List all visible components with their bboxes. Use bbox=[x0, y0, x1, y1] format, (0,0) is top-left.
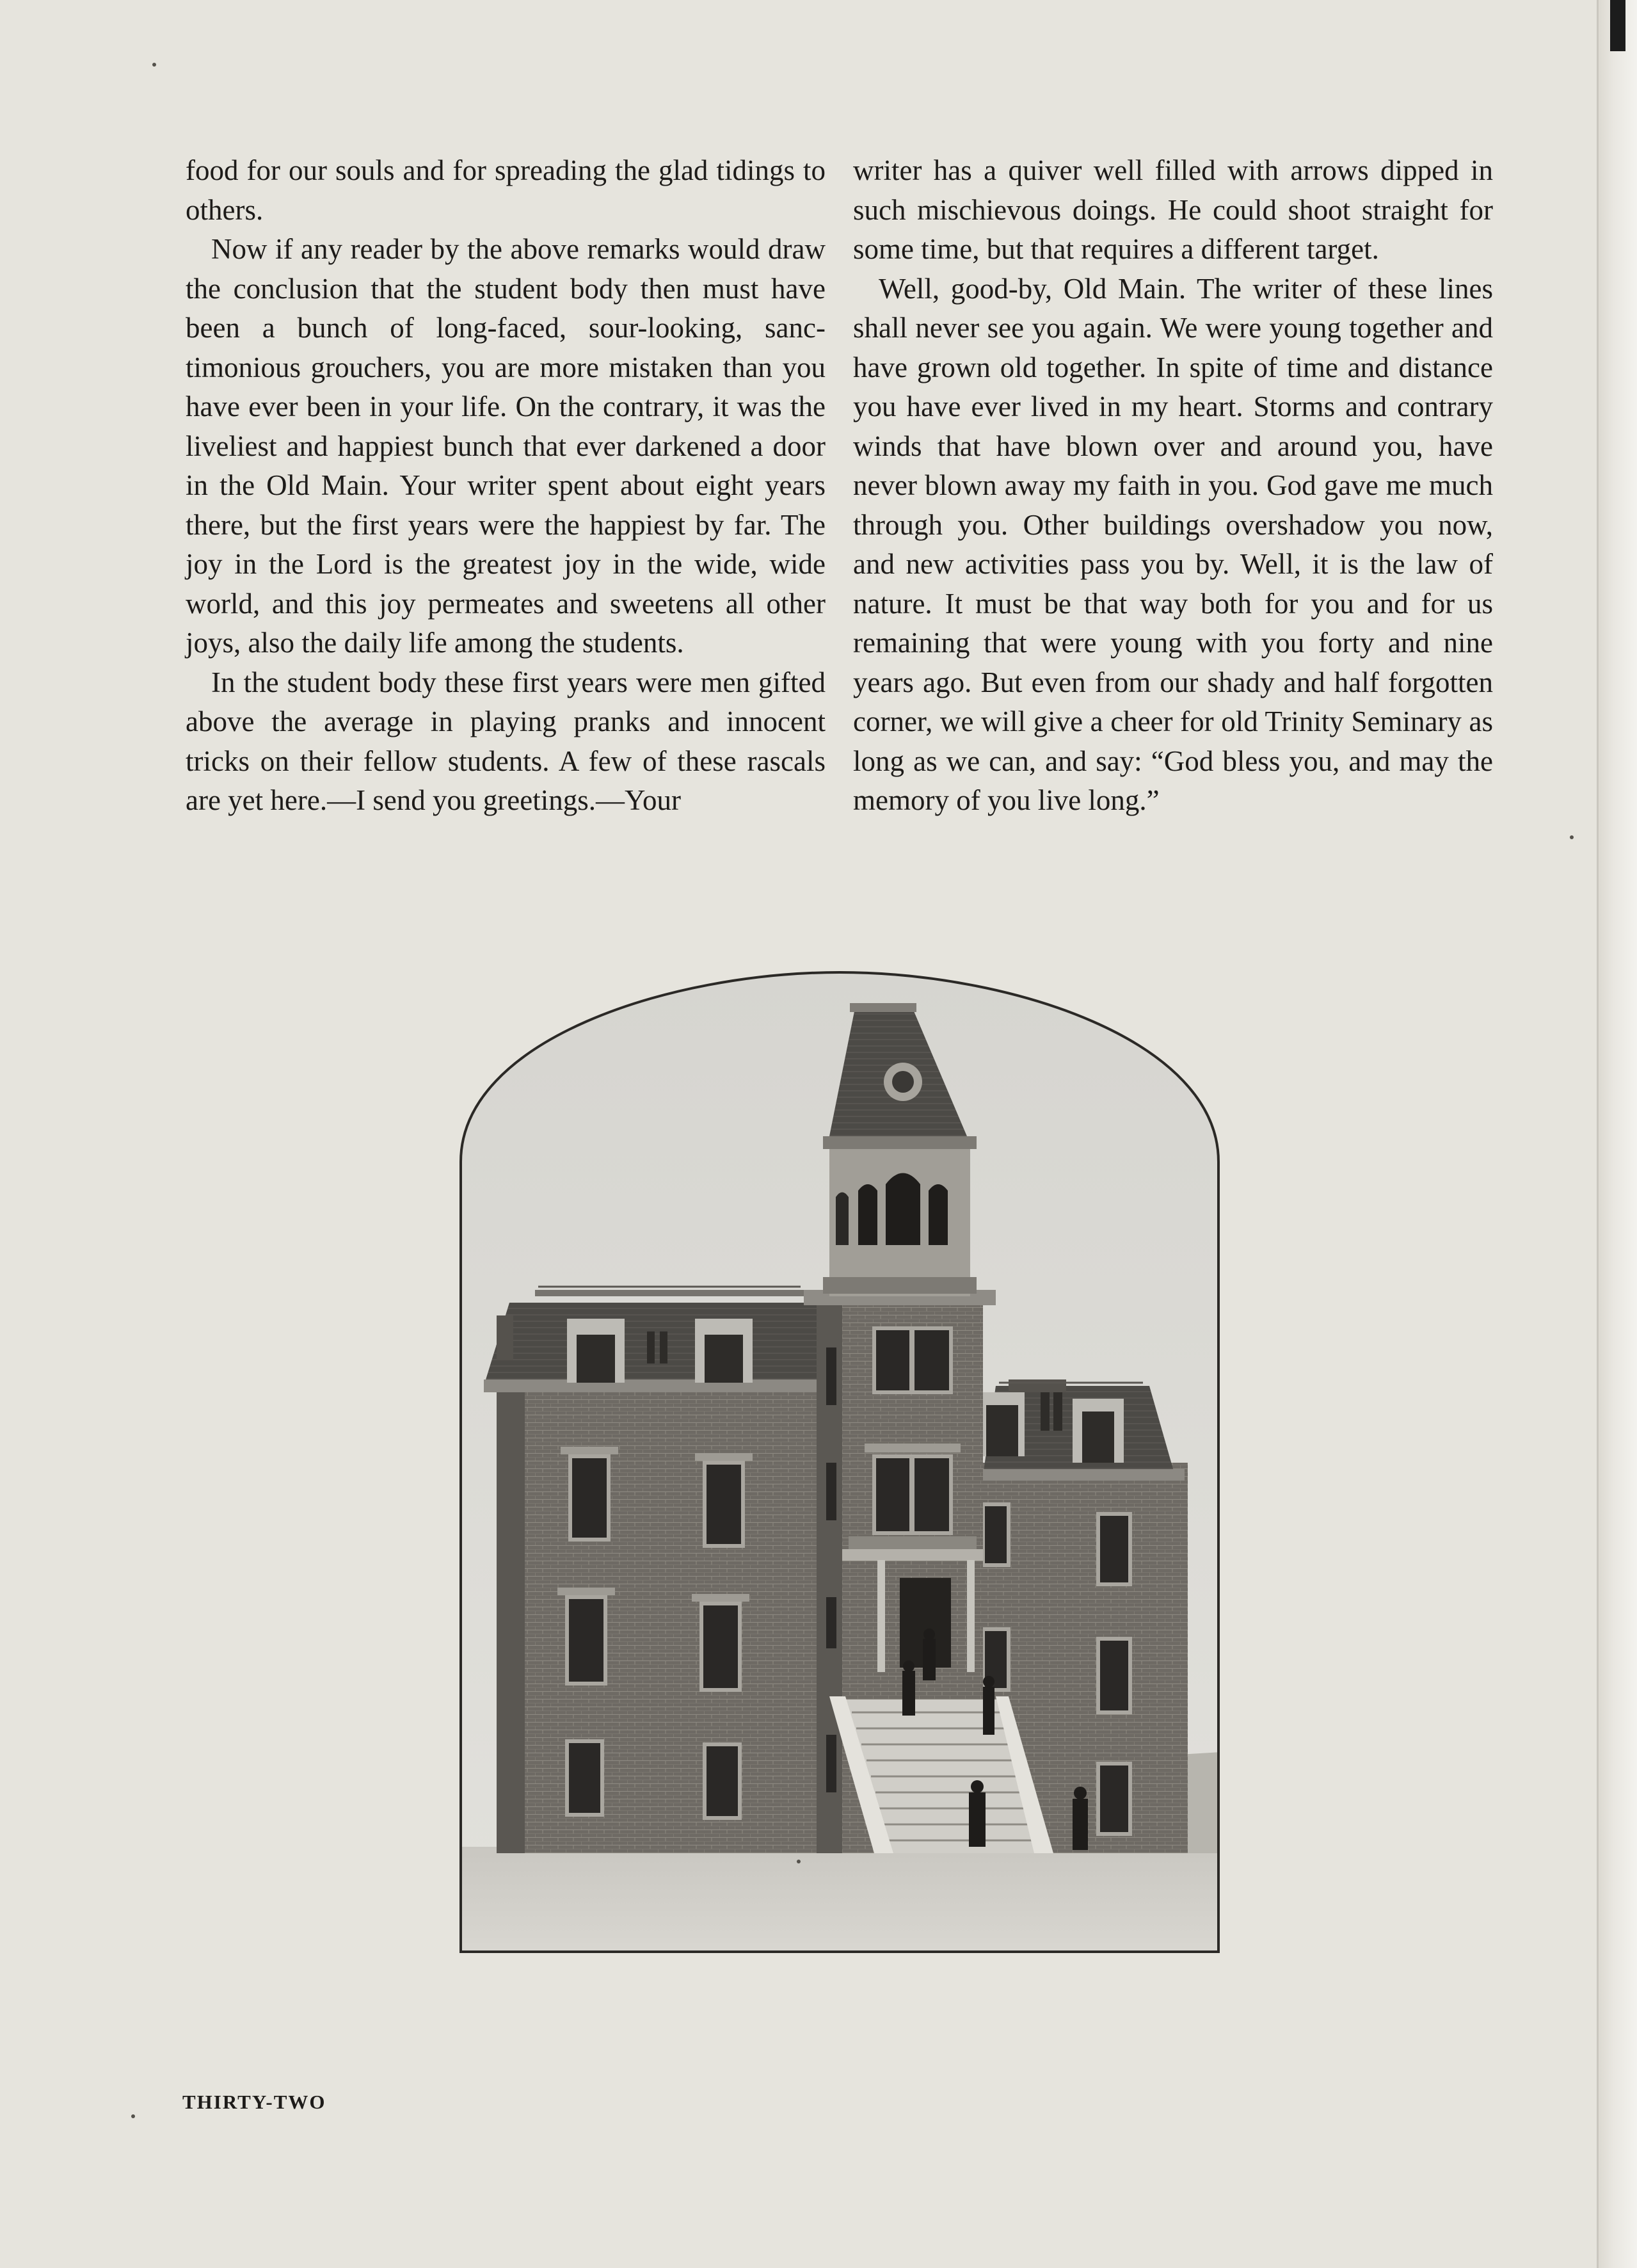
dust-speck bbox=[131, 2114, 135, 2118]
page-edge bbox=[1599, 0, 1637, 2268]
right-text-column bbox=[853, 151, 1493, 821]
page-number: THIRTY-TWO bbox=[182, 2091, 326, 2113]
right-paragraph-2: Well, good-by, Old Main. The writer of these lines shall never see you again. We were young together and have grown old together. In spite of time and distance you have ever lived in my heart. Storms and contrary winds that have blown over and around you, have never blown away my faith in you. God gave me much through you. Other buildings overshadow you now, and new activities pass you by. Well, it is the law of nature. It must be that way both for you and for us remaining that were young with you forty and nine years ago. But even from our shady and half forgotten corner, we will give a cheer for old Trinity Seminary as long as we can, and say: “God bless you, and may the memory of you live long.” bbox=[853, 272, 1493, 816]
left-paragraph-2: Now if any reader by the above remarks would draw the conclusion that the student body then must have been a bunch of long-faced, sour-looking, sanctimonious grouchers, you are more mistaken than you have ever been in your life. On the contrary, it was the liveliest and happiest bunch that ever darkened a door in the Old Main. Your writer spent about eight years there, but the first years were the happiest by far. The joy in the Lord is the greatest joy in the wide, wide world, and this joy permeates and sweetens all other joys, also the daily life among the students. bbox=[186, 233, 826, 659]
left-text-column bbox=[186, 151, 826, 821]
dust-speck bbox=[152, 63, 156, 67]
scan-border bbox=[1610, 0, 1625, 51]
fold-line bbox=[1597, 0, 1599, 2268]
left-paragraph-3: In the student body these first years were men gifted above the average in playing pranks and innocent tricks on their fellow students. A few of these rascals are yet here.—I send you greetings.—Your bbox=[186, 666, 826, 816]
dust-speck bbox=[797, 1860, 801, 1863]
dust-speck bbox=[1570, 835, 1574, 839]
left-paragraph-1: food for our souls and for spreading the glad tidings to others. bbox=[186, 154, 826, 226]
right-paragraph-1: writer has a quiver well filled with arrows dipped in such mischievous doings. He could shoot straight for some time, but that requires a different target. bbox=[853, 154, 1493, 265]
old-main-building-photo bbox=[458, 970, 1221, 1954]
